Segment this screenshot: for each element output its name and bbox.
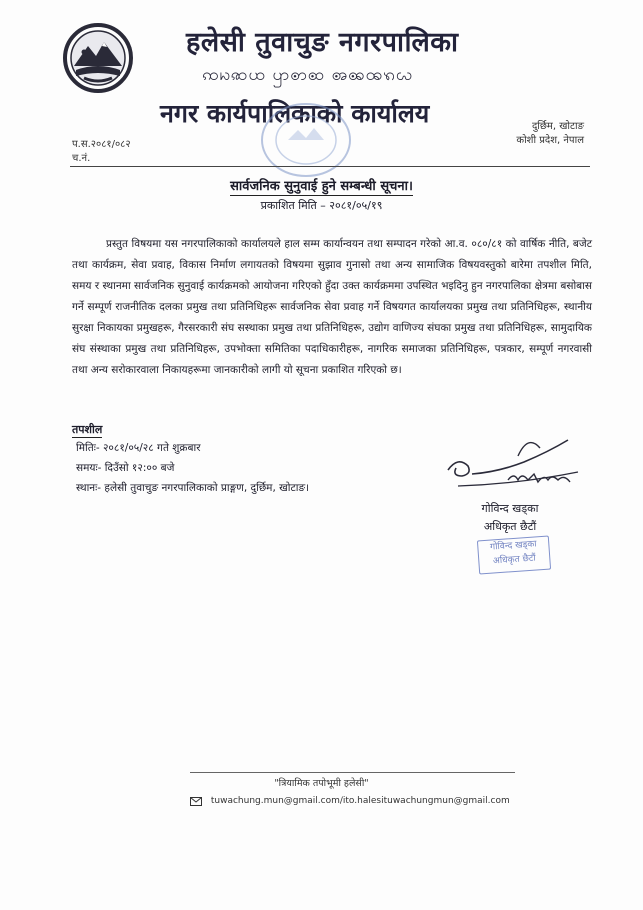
- stamp-designation: अधिकृत छैटौं: [492, 553, 537, 567]
- notice-title: [0, 176, 643, 194]
- municipality-title-script: ꩡꩢꩣꩤ ꩥꩦꩧ ꩨꩩꩪꩫꩬ: [202, 65, 414, 85]
- footer-emails: tuwachung.mun@gmail.com/ito.halesituwachungmun@gmail.com: [210, 796, 510, 806]
- footer-contact: [190, 796, 510, 807]
- details-label: तपशील: [72, 423, 103, 436]
- notice-body: प्रस्तुत विषयमा यस नगरपालिकाको कार्यालयले हाल सम्म कार्यान्वयन तथा सम्पादन गरेको आ.व. ०८०/८१ को वार्षिक नीति, बजेट तथा कार्यक्रम, सेवा प्रवाह, विकास निर्माण लगायतको विषयमा सुझाव गुनासो तथा अन्य सामाजिक विषयवस्तुको बारेमा तपशील मिति, समय र स्थानमा सार्वजनिक सुनुवाई कार्यक्रमको आयोजना गरिएको हुँदा उक्त कार्यक्रममा उपस्थित भइदिनु हुन नगरपालिका क्षेत्रमा बसोबास गर्ने सम्पूर्ण राजनीतिक दलका प्रमुख तथा प्रतिनिधिहरू सार्वजनिक सेवा प्रवाह गर्ने विषयगत कार्यालयका प्रमुख तथा प्रतिनिधिहरू, स्थानीय सुरक्षा निकायका प्रमुखहरू, गैरसरकारी संघ सस्थाका प्रमुख तथा प्रतिनिधिहरू, उद्योग वाणिज्य संघका प्रमुख तथा प्रतिनिधिहरू, सामुदायिक संघ संस्थाका प्रमुख तथा प्रतिनिधिहरू, उपभोक्ता समितिका पदाधिकारीहरू, नागरिक समाजका प्रतिनिधिहरू, पत्रकार, सम्पूर्ण नगरवासी तथा अन्य सरोकारवाला निकायहरूमा जानकारीको लागी यो सूचना प्रकाशित गरिएको छ।: [72, 238, 592, 376]
- published-date: प्रकाशित मिति – २०८१/०५/१९: [260, 199, 383, 212]
- office-seal-icon: [258, 100, 354, 184]
- signatory-block: [470, 500, 550, 536]
- ref-number: प.स.२०८१/०८२: [72, 139, 131, 150]
- stamp-name: गोविन्द खड्का: [489, 539, 537, 553]
- footer-divider: [190, 772, 515, 773]
- handwritten-signature: [428, 426, 598, 496]
- signatory-stamp: [477, 536, 551, 575]
- address-line-2: कोशी प्रदेश, नेपाल: [516, 135, 584, 146]
- municipality-title: हलेसी तुवाचुङ नगरपालिका: [186, 27, 459, 58]
- office-title: नगर कार्यपालिकाको कार्यालय: [160, 99, 430, 128]
- office-address: [488, 120, 584, 148]
- address-line-1: दुर्छिम, खोटाङ: [531, 121, 584, 132]
- reference-numbers: [72, 138, 131, 166]
- signatory-name: गोविन्द खड्का: [481, 502, 539, 515]
- details-time: समयः- दिउँसो १२:०० बजे: [76, 462, 175, 474]
- nepal-emblem-icon: [62, 22, 134, 94]
- mail-icon: [190, 797, 202, 806]
- footer-motto: "त्रियामिक तपोभूमी हलेसी": [274, 778, 369, 789]
- notice-title-text: सार्वजनिक सुनुवाई हुने सम्बन्धी सूचना।: [230, 179, 413, 194]
- signatory-designation: अधिकृत छैटौं: [483, 520, 537, 533]
- cha-number: च.नं.: [72, 153, 91, 164]
- details-list: [76, 438, 309, 498]
- header-divider: [70, 166, 590, 167]
- details-venue: स्थानः- हलेसी तुवाचुङ नगरपालिकाको प्राङ्गण, दुर्छिम, खोटाङ।: [76, 482, 310, 494]
- details-date: मितिः- २०८१/०५/२८ गते शुक्रबार: [76, 442, 201, 454]
